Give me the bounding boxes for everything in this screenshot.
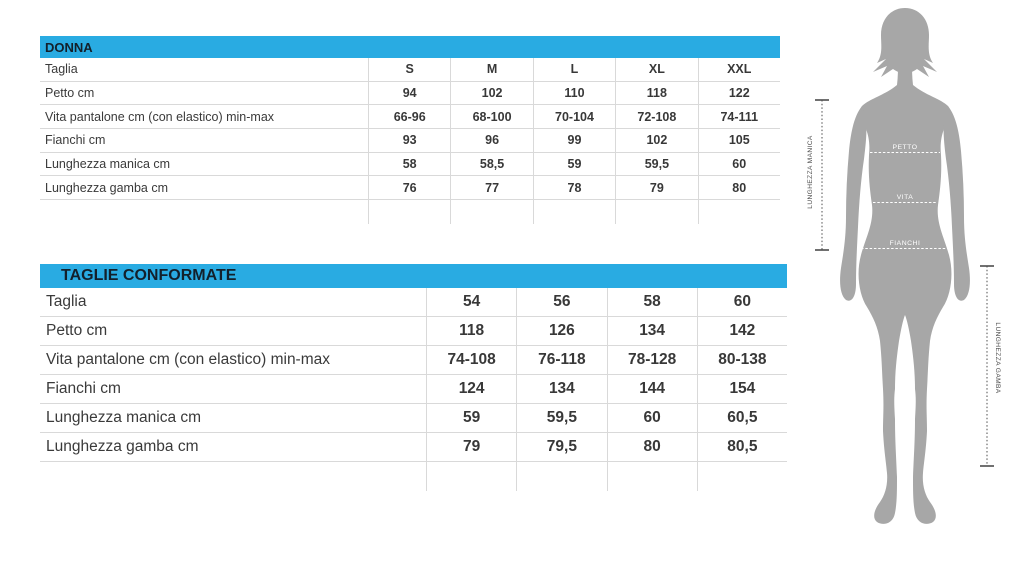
value-cell: 76-118	[516, 346, 606, 375]
table-row	[40, 288, 787, 317]
value-cell: 58,5	[450, 153, 532, 177]
table-row	[40, 129, 780, 153]
value-cell: 118	[615, 82, 697, 106]
leg-length-label: LUNGHEZZA GAMBA	[994, 322, 1001, 394]
value-cell: 80	[607, 433, 697, 462]
size-header-cell: XXL	[698, 58, 780, 82]
value-cell: 79	[426, 433, 516, 462]
row-label: Lunghezza manica cm	[40, 404, 426, 433]
value-cell: 72-108	[615, 105, 697, 129]
value-cell: 134	[516, 375, 606, 404]
hips-label: FIANCHI	[889, 240, 921, 247]
table-row	[40, 346, 787, 375]
value-cell: 78	[533, 176, 615, 200]
value-cell: 80	[698, 176, 780, 200]
value-cell: 66-96	[368, 105, 450, 129]
size-header-cell: 60	[697, 288, 787, 317]
sleeve-length-measure	[807, 100, 829, 250]
row-label: Vita pantalone cm (con elastico) min-max	[40, 346, 426, 375]
size-header-cell: S	[368, 58, 450, 82]
table-row	[40, 317, 787, 346]
row-label: Petto cm	[40, 317, 426, 346]
value-cell: 126	[516, 317, 606, 346]
leg-length-measure	[980, 266, 1001, 466]
value-cell: 154	[697, 375, 787, 404]
table-row	[40, 375, 787, 404]
table-row	[40, 153, 780, 177]
table-conformate-title: TAGLIE CONFORMATE	[40, 264, 787, 288]
value-cell: 59	[533, 153, 615, 177]
size-header-cell: M	[450, 58, 532, 82]
value-cell: 59,5	[615, 153, 697, 177]
value-cell: 60	[698, 153, 780, 177]
measurement-figure	[800, 5, 1010, 535]
row-label: Fianchi cm	[40, 129, 368, 153]
value-cell: 122	[698, 82, 780, 106]
value-cell: 74-108	[426, 346, 516, 375]
size-header-cell: 56	[516, 288, 606, 317]
size-header-cell: 54	[426, 288, 516, 317]
value-cell: 78-128	[607, 346, 697, 375]
value-cell: 77	[450, 176, 532, 200]
value-cell: 60,5	[697, 404, 787, 433]
table-donna	[40, 36, 780, 224]
table-row	[40, 176, 780, 200]
value-cell: 68-100	[450, 105, 532, 129]
table-row	[40, 404, 787, 433]
table-conformate	[40, 264, 787, 491]
row-label: Lunghezza gamba cm	[40, 176, 368, 200]
row-label: Taglia	[40, 58, 368, 82]
row-label: Petto cm	[40, 82, 368, 106]
value-cell: 58	[368, 153, 450, 177]
row-label: Lunghezza manica cm	[40, 153, 368, 177]
value-cell: 80-138	[697, 346, 787, 375]
value-cell: 79,5	[516, 433, 606, 462]
value-cell: 102	[450, 82, 532, 106]
value-cell: 70-104	[533, 105, 615, 129]
value-cell: 124	[426, 375, 516, 404]
value-cell: 102	[615, 129, 697, 153]
value-cell: 142	[697, 317, 787, 346]
value-cell: 105	[698, 129, 780, 153]
table-row	[40, 433, 787, 462]
value-cell: 94	[368, 82, 450, 106]
table-donna-title: DONNA	[40, 36, 780, 58]
waist-label: VITA	[896, 194, 914, 201]
size-header-cell: XL	[615, 58, 697, 82]
value-cell: 99	[533, 129, 615, 153]
value-cell: 60	[607, 404, 697, 433]
woman-silhouette-diagram	[800, 5, 1010, 535]
table-row	[40, 105, 780, 129]
row-label: Vita pantalone cm (con elastico) min-max	[40, 105, 368, 129]
value-cell: 76	[368, 176, 450, 200]
value-cell: 59	[426, 404, 516, 433]
sleeve-length-label: LUNGHEZZA MANICA	[807, 135, 814, 209]
value-cell: 96	[450, 129, 532, 153]
size-header-cell: L	[533, 58, 615, 82]
table-footer-stub	[40, 462, 787, 491]
row-label: Fianchi cm	[40, 375, 426, 404]
silhouette-body	[859, 61, 952, 524]
row-label: Taglia	[40, 288, 426, 317]
value-cell: 134	[607, 317, 697, 346]
value-cell: 80,5	[697, 433, 787, 462]
table-row	[40, 58, 780, 82]
chest-label: PETTO	[892, 144, 918, 151]
value-cell: 144	[607, 375, 697, 404]
value-cell: 110	[533, 82, 615, 106]
table-row	[40, 82, 780, 106]
row-label: Lunghezza gamba cm	[40, 433, 426, 462]
value-cell: 93	[368, 129, 450, 153]
size-header-cell: 58	[607, 288, 697, 317]
value-cell: 118	[426, 317, 516, 346]
value-cell: 79	[615, 176, 697, 200]
value-cell: 59,5	[516, 404, 606, 433]
value-cell: 74-111	[698, 105, 780, 129]
table-footer-stub	[40, 200, 780, 224]
